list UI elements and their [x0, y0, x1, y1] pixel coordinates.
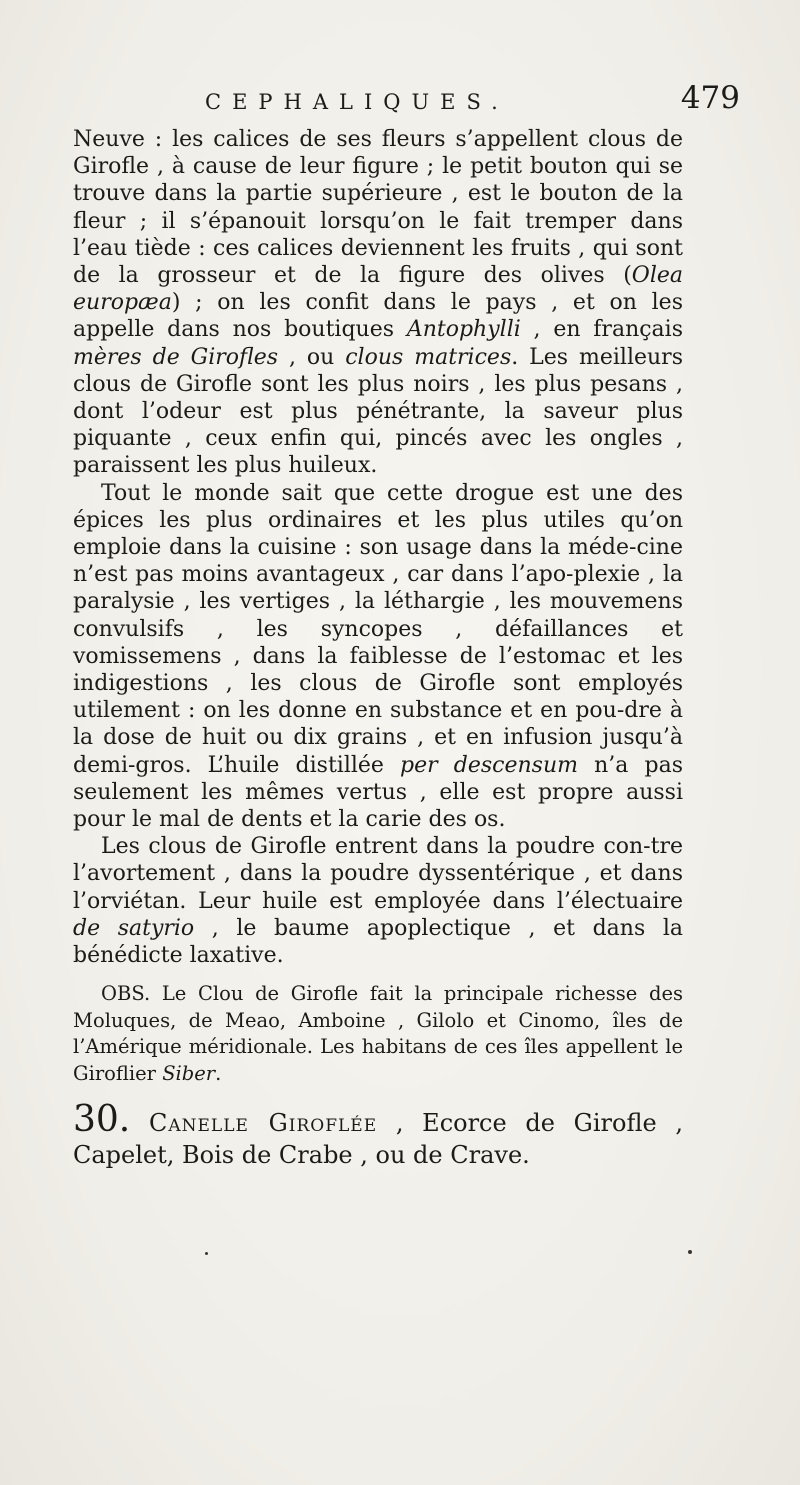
- page-number: 479: [680, 80, 740, 116]
- italic-text: mères de Girofles: [73, 344, 279, 370]
- italic-text: Olea europæa: [73, 263, 683, 316]
- entry-number: 30.: [73, 1098, 131, 1140]
- text-run: Les clous de Girofle entrent dans la poudre con-tre l’avortement , dans la poudre dyssentérique , et dans l’orviétan. Leur huile est employée dans l’électuaire: [73, 834, 683, 914]
- text-run: , ou: [278, 344, 346, 370]
- page-header: [60, 80, 740, 124]
- italic-text: Antophylli: [406, 317, 521, 343]
- ink-speck: [688, 1250, 692, 1254]
- text-run: ) ; on les confit dans le pays , et on les appelle dans nos boutiques: [73, 290, 683, 343]
- entry-synonyms: , Ecorce de Girofle , Capelet, Bois de Crabe , ou de Crave.: [73, 1108, 683, 1169]
- text-run: OBS. Le Clou de Girofle fait la principale richesse des Moluques, de Meao, Amboine , Gilolo et Cinomo, îles de l’Amérique méridionale. Les habitans de ces îles appellent le Giroflier: [73, 982, 683, 1086]
- paragraph-cloves-uses: [73, 480, 683, 834]
- running-head: CEPHALIQUES.: [205, 90, 509, 114]
- text-run: Tout le monde sait que cette drogue est une des épices les plus ordinaires et les plus utiles qu’on emploie dans la cuisine : son usage dans la méde-cine n’est pas moins avantageux , car dans l’apo-plexie , la paralysie , les vertiges , la léthargie , les mouvemens convulsifs , les syncopes , défaillances et vomissemens , dans la faiblesse de l’estomac et les indigestions , les clous de Girofle sont employés utilement : on les donne en substance et en pou-dre à la dose de huit ou dix grains , et en infusion jusqu’à demi-gros. L’huile distillée: [73, 480, 683, 778]
- text-run: Neuve : les calices de ses fleurs s’appellent clous de Girofle , à cause de leur figure ; le petit bouton qui se trouve dans la partie supérieure , est le bouton de la fleur ; il s’épanouit lorsqu’on le fait tremper dans l’eau tiède : ces calices deviennent les fruits , qui sont de la grosseur et de la figure des olives (: [73, 127, 683, 289]
- paragraph-cloves-description: [73, 126, 683, 480]
- body-text: [73, 126, 683, 1171]
- italic-text: clous matrices: [345, 344, 512, 370]
- text-run: n’a pas seulement les mêmes vertus , elle est propre aussi pour le mal de dents et la carie des os.: [73, 752, 683, 833]
- italic-text: Siber: [162, 1062, 216, 1086]
- ink-speck: [205, 1252, 208, 1255]
- text-run: , le baume apoplectique , et dans la bénédicte laxative.: [73, 915, 683, 969]
- entry-name: Canelle Giroflée: [148, 1108, 378, 1137]
- entry-heading: [73, 1098, 683, 1171]
- italic-text: per descensum: [400, 752, 578, 778]
- italic-text: de satyrio: [73, 915, 195, 941]
- text-run: , en français: [520, 317, 683, 343]
- observation-note: [73, 981, 683, 1087]
- text-run: .: [215, 1062, 222, 1086]
- text-run: . Les meilleurs clous de Girofle sont les plus noirs , les plus pesans , dont l’odeur est plus pénétrante, la saveur plus piquante , ceux enfin qui, pincés avec les ongles , paraissent les plus huileux.: [73, 344, 683, 479]
- paragraph-cloves-preparations: [73, 833, 683, 969]
